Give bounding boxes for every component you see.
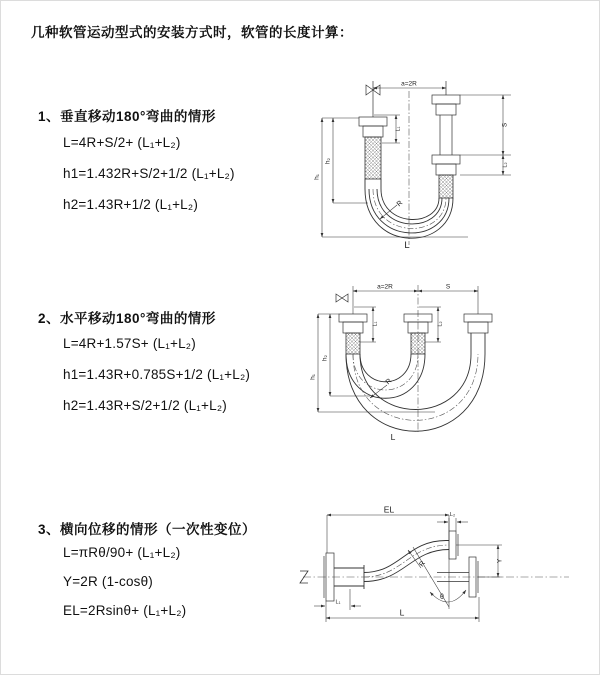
- dim-label-a: a=2R: [401, 80, 417, 88]
- dim-label-l2: L₂: [449, 512, 456, 518]
- theta-label: θ: [440, 594, 444, 601]
- dim-label-l1: L₁: [395, 126, 402, 132]
- flange: [468, 322, 488, 333]
- formula-line: h1=1.432R+S/2+1/2 (L₁+L₂): [63, 166, 235, 181]
- hose-s-curve: [364, 541, 449, 582]
- formula-line: h1=1.43R+0.785S+1/2 (L₁+L₂): [63, 367, 251, 382]
- dim-label-h1: h₁: [313, 174, 321, 180]
- formula-line: h2=1.43R+S/2+1/2 (L₁+L₂): [63, 398, 227, 413]
- radius-label: R: [395, 199, 405, 209]
- page-title: 几种软管运动型式的安装方式时，软管的长度计算：: [31, 25, 353, 40]
- flange: [359, 117, 387, 126]
- section-2-formulas: [63, 328, 250, 421]
- dim-label-a: a=2R: [377, 283, 393, 291]
- section-1-formulas: [63, 127, 235, 220]
- hose-braid: [411, 333, 425, 354]
- flange: [436, 104, 456, 115]
- flange: [339, 314, 367, 322]
- dim-label-l1: L₁: [372, 321, 379, 327]
- dimension-lines: [318, 291, 478, 412]
- length-label: L: [404, 240, 410, 251]
- formula-line: h2=1.43R+1/2 (L₁+L₂): [63, 197, 199, 212]
- flange: [343, 322, 363, 333]
- section-3-formulas: [63, 538, 186, 625]
- formula-line: L=4R+S/2+ (L₁+L₂): [63, 135, 181, 150]
- section-2-heading: 2、水平移动180°弯曲的情形: [38, 311, 216, 326]
- diagram-vertical-180-bend: [310, 77, 528, 257]
- dim-label-s: S: [501, 122, 509, 128]
- angle-arc: [430, 590, 466, 602]
- flange: [363, 126, 383, 137]
- dim-label-h1: h₁: [310, 374, 317, 380]
- radius-label: R: [384, 377, 394, 387]
- dim-label-h2: h₂: [324, 157, 332, 165]
- formula-line: L=4R+1.57S+ (L₁+L₂): [63, 336, 196, 351]
- dim-label-s: S: [445, 283, 451, 291]
- hose-u-bend: [346, 354, 485, 431]
- formula-line: Y=2R (1-cosθ): [63, 574, 154, 589]
- diagram-lateral-displacement: [297, 501, 589, 653]
- flange: [436, 164, 456, 175]
- dim-label-l1: L₁: [335, 599, 341, 606]
- formula-line: EL=2Rsinθ+ (L₁+L₂): [63, 603, 187, 618]
- dim-label-el: EL: [383, 504, 395, 515]
- dim-label-h2: h₂: [321, 354, 329, 362]
- valve-icon: [336, 294, 348, 302]
- dimension-lines: [322, 88, 511, 237]
- dim-label-l2: L₂: [437, 321, 444, 327]
- hose-braid: [365, 137, 381, 179]
- flange: [449, 531, 456, 559]
- dim-label-y: Y: [496, 558, 504, 564]
- section-3-heading: 3、横向位移的情形（一次性变位）: [38, 522, 257, 537]
- radius-label: R: [418, 560, 428, 569]
- flange: [432, 95, 460, 104]
- hose-braid: [439, 175, 453, 198]
- hose-braid: [346, 333, 360, 354]
- diagram-horizontal-180-bend: [310, 282, 528, 460]
- length-label: L: [399, 607, 405, 618]
- flange: [464, 314, 492, 322]
- length-label: L: [390, 432, 396, 442]
- formula-line: L=πRθ/90+ (L₁+L₂): [63, 545, 181, 560]
- section-1-heading: 1、垂直移动180°弯曲的情形: [38, 109, 216, 124]
- dimension-lines: [314, 515, 502, 622]
- dim-label-l2: L₂: [502, 162, 509, 168]
- flange: [432, 155, 460, 164]
